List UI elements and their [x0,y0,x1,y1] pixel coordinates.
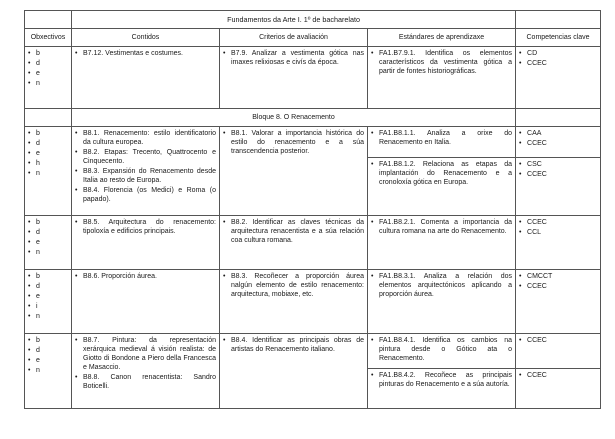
table-title: Fundamentos da Arte I. 1º de bacharelato [72,11,516,29]
contidos-cell [72,334,220,409]
list-item: • CCEC [519,336,597,345]
competencias-cell [516,127,601,158]
competencias-cell [516,158,601,216]
competencias-cell [516,334,601,369]
criterios-cell [220,270,368,334]
list-item: • B8.8. Canon renacentista: Sandro Boticelli. [75,373,216,391]
list-item: • B8.4. Identificar as principais obras de artistas do Renacemento italiano. [223,336,364,354]
competencias-cell [516,369,601,409]
list-item: • d [28,282,68,291]
list-item: • n [28,312,68,321]
list-item: • n [28,79,68,88]
obxectivos-cell [25,270,72,334]
list-item: • FA1.B8.3.1. Analiza a relación dos elementos arquitectónicos aplicando a proporción áurea. [371,272,512,299]
estandares-cell [368,216,516,270]
list-item: • B8.2. Etapas: Trecento, Quattrocento e Cinquecento. [75,148,216,166]
header-criterios: Criterios de avaliación [220,29,368,47]
list-item: • CCEC [519,59,597,68]
criterios-cell [220,47,368,109]
list-item: • n [28,248,68,257]
title-blank-cell [25,11,72,29]
bloque-row [25,109,601,127]
list-item: • CD [519,49,597,58]
obxectivos-cell [25,47,72,109]
list-item: • b [28,272,68,281]
list-item: • B8.1. Valorar a importancia histórica do estilo do renacemento e a súa transcendencia posterior. [223,129,364,156]
list-item: • B8.1. Renacemento: estilo identificatorio da cultura europea. [75,129,216,147]
list-item: • B8.5. Arquitectura do renacemento: tipoloxía e edificios principais. [75,218,216,236]
contidos-cell [72,216,220,270]
curriculum-table [24,10,601,409]
list-item: • B8.4. Florencia (os Medici) e Roma (o papado). [75,186,216,204]
criterios-cell [220,216,368,270]
list-item: • FA1.B7.9.1. Identifica os elementos característicos da vestimenta gótica a partir de fontes historiográficas. [371,49,512,76]
estandares-cell [368,369,516,409]
list-item: • d [28,228,68,237]
competencias-cell [516,47,601,109]
list-item: • b [28,336,68,345]
header-row [25,29,601,47]
list-item: • CCEC [519,218,597,227]
criterios-cell [220,127,368,216]
competencias-cell [516,270,601,334]
list-item: • CCEC [519,139,597,148]
list-item: • FA1.B8.2.1. Comenta a importancia da cultura romana na arte do Renacemento. [371,218,512,236]
list-item: • e [28,238,68,247]
estandares-cell [368,270,516,334]
title-blank-cell-right [516,11,601,29]
bloque-heading: Bloque 8. O Renacemento [72,109,516,127]
list-item: • b [28,49,68,58]
list-item: • CMCCT [519,272,597,281]
table-row [25,47,601,109]
list-item: • e [28,356,68,365]
list-item: • e [28,292,68,301]
list-item: • CCEC [519,371,597,380]
list-item: • CCL [519,228,597,237]
table-row [25,334,601,369]
list-item: • CSC [519,160,597,169]
list-item: • n [28,366,68,375]
list-item: • CCEC [519,282,597,291]
obxectivos-cell [25,216,72,270]
estandares-cell [368,127,516,158]
list-item: • FA1.B8.4.1. Identifica os cambios na pintura desde o Gótico ata o Renacemento. [371,336,512,363]
estandares-cell [368,158,516,216]
list-item: • CAA [519,129,597,138]
obxectivos-cell [25,334,72,409]
bloque-blank-cell-right [516,109,601,127]
header-obxectivos: Obxectivos [25,29,72,47]
title-row [25,11,601,29]
table-row [25,216,601,270]
list-item: • n [28,169,68,178]
competencias-cell [516,216,601,270]
header-contidos: Contidos [72,29,220,47]
contidos-cell [72,270,220,334]
list-item: • e [28,149,68,158]
contidos-cell [72,127,220,216]
list-item: • CCEC [519,170,597,179]
list-item: • B8.6. Proporción áurea. [75,272,216,281]
list-item: • e [28,69,68,78]
bloque-blank-cell [25,109,72,127]
table-row [25,270,601,334]
criterios-cell [220,334,368,409]
list-item: • b [28,218,68,227]
obxectivos-cell [25,127,72,216]
list-item: • FA1.B8.1.1. Analiza a orixe do Renacemento en Italia. [371,129,512,147]
list-item: • B7.9. Analizar a vestimenta gótica nas imaxes relixiosas e civís da época. [223,49,364,67]
list-item: • B8.2. Identificar as claves técnicas da arquitectura renacentista e a súa relación coa cultura romana. [223,218,364,245]
list-item: • d [28,346,68,355]
header-estandares: Estándares de aprendizaxe [368,29,516,47]
list-item: • b [28,129,68,138]
list-item: • h [28,159,68,168]
header-competencias: Competencias clave [516,29,601,47]
list-item: • B8.3. Recoñecer a proporción áurea nalgún elemento de estilo renacemento: arquitectura, mobiaxe, etc. [223,272,364,299]
estandares-cell [368,334,516,369]
contidos-cell [72,47,220,109]
list-item: • FA1.B8.1.2. Relaciona as etapas da implantación do Renacemento e a cronoloxía gótica en Europa. [371,160,512,187]
table-row [25,127,601,158]
estandares-cell [368,47,516,109]
list-item: • i [28,302,68,311]
list-item: • d [28,139,68,148]
list-item: • B7.12. Vestimentas e costumes. [75,49,216,58]
list-item: • B8.3. Expansión do Renacemento desde Italia ao resto de Europa. [75,167,216,185]
list-item: • B8.7. Pintura: da representación xerárquica medieval á visión realista: de Giotto di Bondone a Piero della Francesca e Masaccio. [75,336,216,372]
list-item: • FA1.B8.4.2. Recoñece as principais pinturas do Renacemento e a súa autoría. [371,371,512,389]
list-item: • d [28,59,68,68]
